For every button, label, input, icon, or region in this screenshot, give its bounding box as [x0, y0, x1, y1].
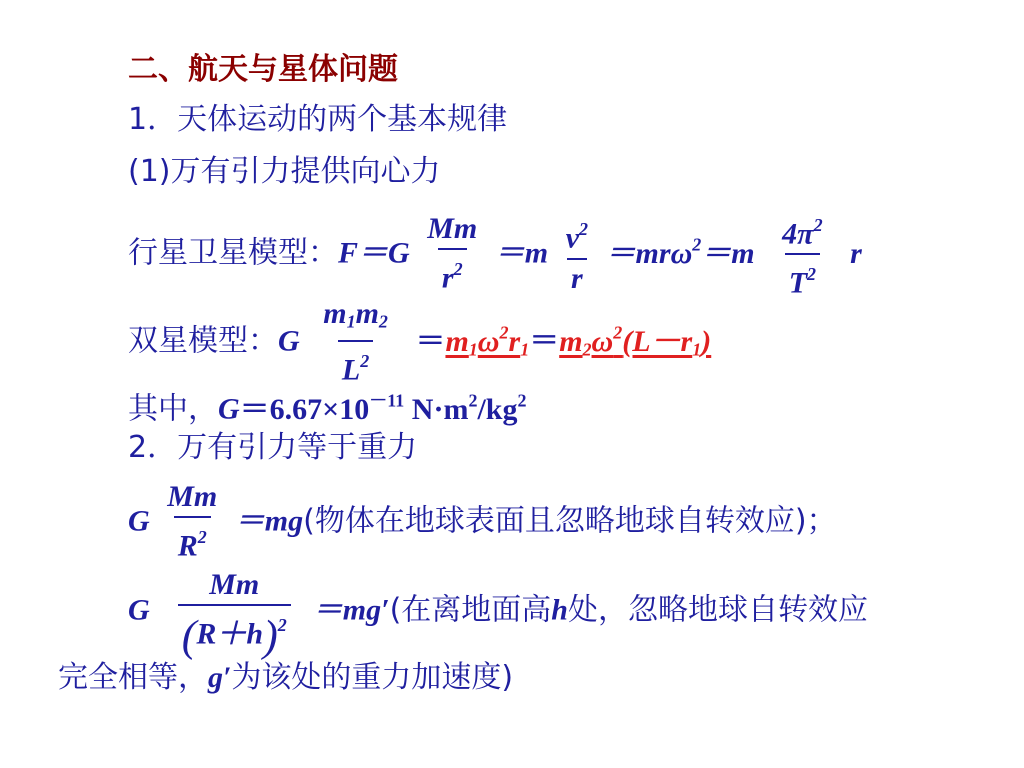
- radius-symbol: r: [850, 236, 862, 270]
- right-paren: ): [263, 611, 278, 661]
- height-note-b: 处，忽略地球自转效应: [567, 592, 868, 628]
- constant-value: $=6.67\times 10^{-11}$ $N\cdot m^2/kg^2$: [239, 390, 527, 426]
- force-symbol: F: [338, 236, 359, 270]
- height-note-a: (在离地面高: [389, 592, 552, 628]
- fraction-4pi2-t2: [778, 206, 826, 303]
- item-1-subtitle: (1)万有引力提供向心力: [128, 154, 441, 189]
- surface-gravity-formula: [128, 478, 837, 566]
- equals-mg-prime: ＝mg′: [312, 593, 390, 627]
- equals-sign: ＝: [415, 324, 446, 358]
- eq-g: ＝G: [358, 236, 410, 270]
- binary-term-2: $m_2\omega^2(L-r_1)$: [559, 322, 712, 360]
- fraction-mm-r2: [163, 478, 221, 566]
- denominator: $r^2$: [438, 248, 467, 298]
- constant-symbol: G: [218, 392, 240, 426]
- eq-m: ＝m: [494, 236, 549, 270]
- binary-star-formula: [128, 292, 711, 390]
- continuation-b: 为该处的重力加速度): [231, 660, 514, 695]
- continuation-a: 完全相等，: [58, 660, 208, 695]
- fraction-m1m2-l2: [319, 295, 392, 390]
- gravity-constant-symbol: G: [128, 593, 150, 627]
- numerator: $v^2$: [565, 219, 589, 255]
- continuation-line: [58, 658, 513, 698]
- fraction-v2-r: [562, 210, 592, 298]
- eq-mromega: ＝mrω$^2$＝m: [605, 234, 755, 270]
- denominator: r: [567, 258, 587, 298]
- binary-term-1: $m_1\omega^2r_1$: [445, 322, 530, 360]
- item-2-title: 2．万有引力等于重力: [128, 430, 418, 465]
- numerator: Mm: [427, 212, 478, 246]
- denominator: $(R+h)^2$: [178, 604, 291, 656]
- planet-label: 行星卫星模型：: [128, 235, 338, 271]
- g-prime-symbol: g′: [208, 661, 232, 694]
- surface-note: (物体在地球表面且忽略地球自转效应)；: [303, 503, 837, 539]
- planet-satellite-formula: [128, 204, 862, 303]
- gravity-constant-symbol: G: [128, 504, 150, 538]
- left-paren: (: [181, 611, 197, 661]
- numerator: Mm: [167, 480, 218, 513]
- height-symbol: h: [551, 593, 568, 627]
- fraction-mm-rh2: [169, 566, 299, 661]
- equals-mg: ＝mg: [234, 504, 304, 538]
- fraction-mm-r2: [423, 210, 481, 298]
- equals-sign-2: ＝: [529, 324, 560, 358]
- numerator: $m_1m_2$: [323, 296, 388, 332]
- denominator: $R^2$: [174, 516, 211, 566]
- numerator: Mm: [209, 568, 260, 601]
- denominator: $L^2$: [338, 340, 373, 390]
- constant-prefix: 其中，: [128, 391, 218, 427]
- gravity-constant-symbol: G: [278, 324, 300, 358]
- binary-label: 双星模型：: [128, 323, 278, 359]
- item-1-title: 1．天体运动的两个基本规律: [128, 102, 508, 137]
- numerator: $4\pi^2$: [782, 214, 823, 251]
- denominator: $T^2$: [785, 253, 820, 303]
- section-heading: 二、航天与星体问题: [128, 52, 398, 87]
- gravitational-constant-line: [128, 380, 527, 430]
- height-gravity-formula: [128, 566, 868, 661]
